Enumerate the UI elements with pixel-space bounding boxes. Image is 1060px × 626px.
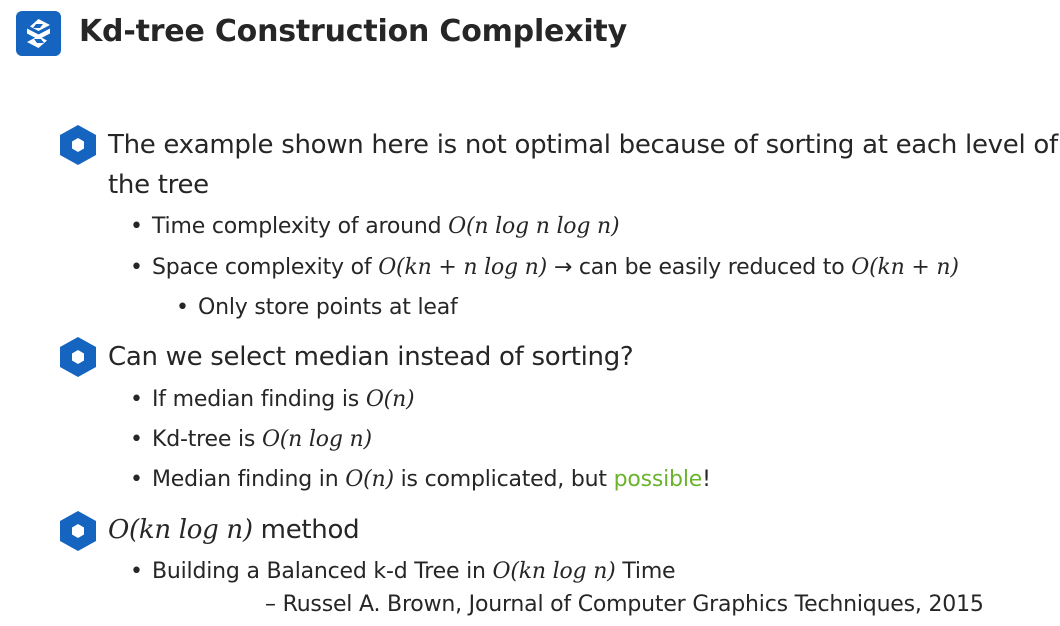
s-logo-icon [16, 11, 61, 56]
list-item: • Kd-tree is O(n log n) [130, 427, 372, 452]
hexagon-bullet-icon [59, 510, 97, 552]
page-title: Kd-tree Construction Complexity [79, 14, 627, 49]
possible-link: possible [613, 467, 703, 492]
list-item: • Only store points at leaf [176, 295, 458, 320]
list-item: • Time complexity of around O(n log n log n) [130, 214, 620, 239]
bullet-3-line: O(kn log n) method [108, 515, 360, 545]
hexagon-bullet-icon [59, 336, 97, 378]
list-item: • Median finding in O(n) is complicated, but possible! [130, 467, 711, 492]
hexagon-bullet-icon [59, 124, 97, 166]
list-item: • Building a Balanced k-d Tree in O(kn log n) Time [130, 559, 676, 584]
bullet-1-line-1: The example shown here is not optimal because of sorting at each level of [108, 130, 1058, 160]
bullet-2-line: Can we select median instead of sorting? [108, 342, 634, 372]
list-item: • Space complexity of O(kn + n log n) → can be easily reduced to O(kn + n) [130, 255, 959, 280]
citation: – Russel A. Brown, Journal of Computer Graphics Techniques, 2015 [265, 592, 984, 617]
bullet-1-line-2: the tree [108, 170, 209, 200]
list-item: • If median finding is O(n) [130, 387, 415, 412]
